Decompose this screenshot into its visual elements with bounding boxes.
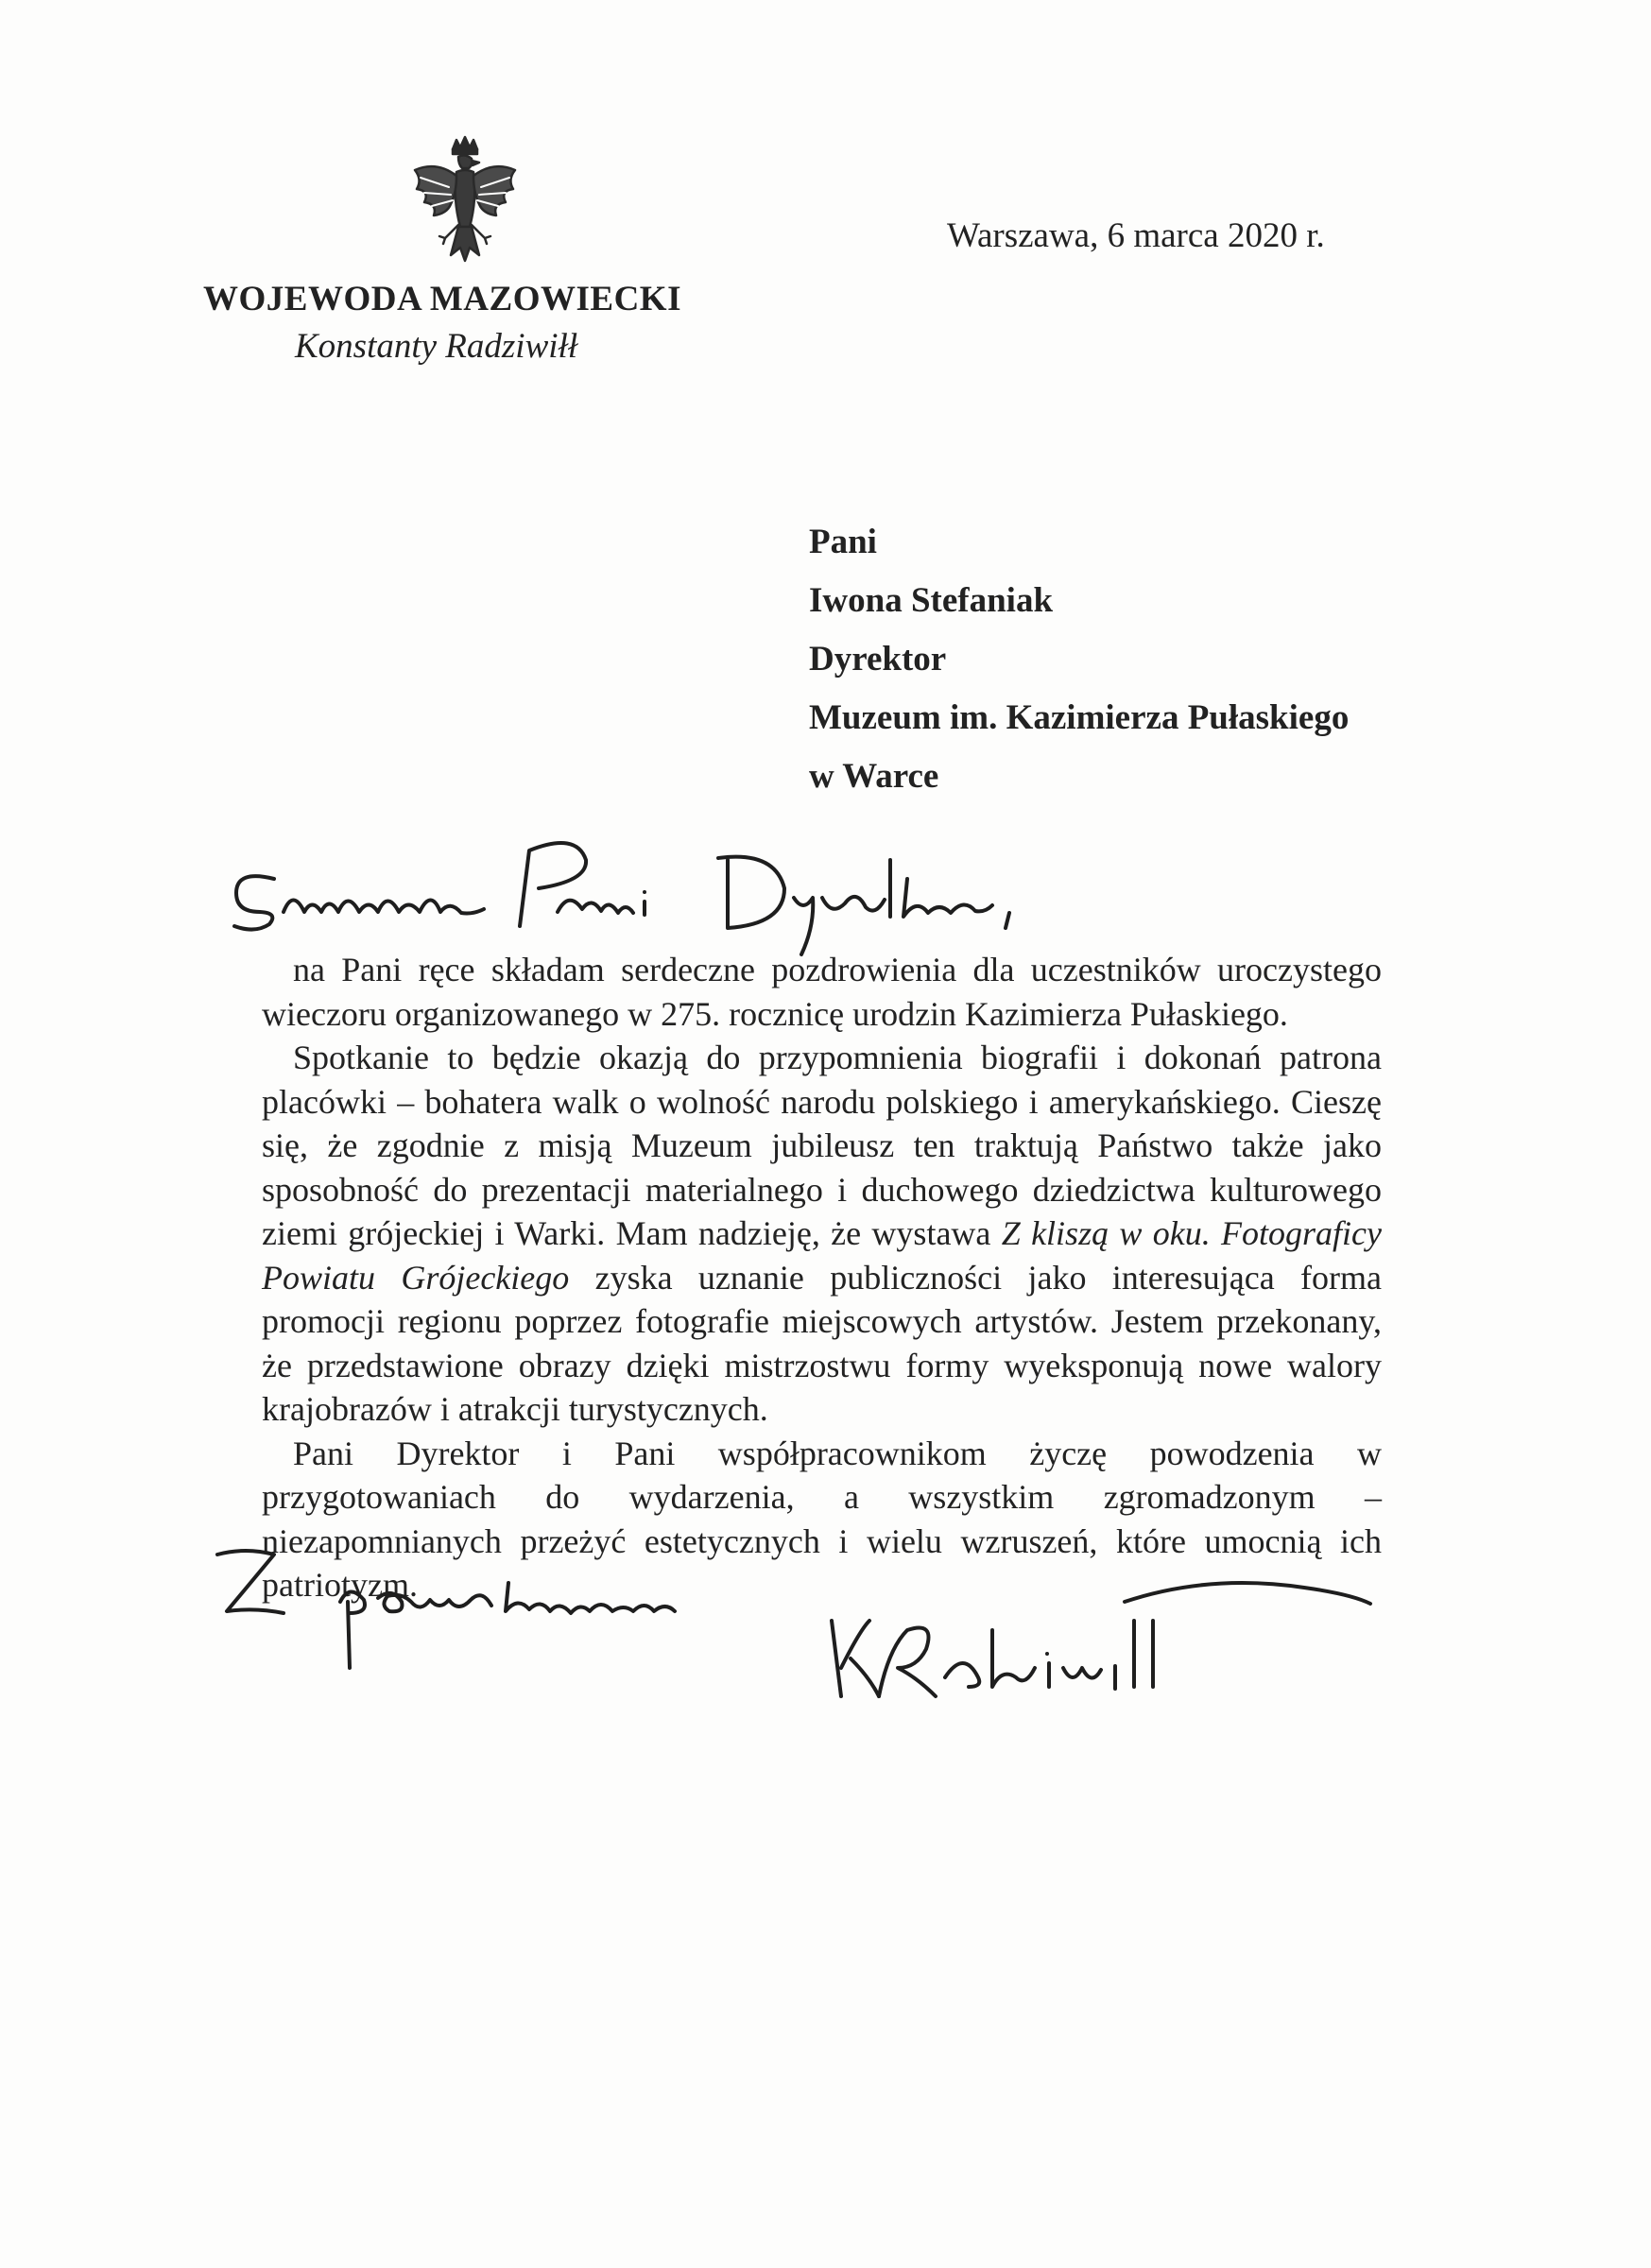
body-paragraph [262,1036,1382,1432]
recipient-block [809,513,1349,806]
white-eagle-emblem-icon [404,132,526,284]
letter-date: Warszawa, 6 marca 2020 r. [947,216,1325,255]
body-text-segment: zyska uznanie publiczności jako interesująca forma promocji regionu poprzez fotografie miejscowych artystów. Jestem przekonany, że przedstawione obrazy dzięki mistrzostwu formy wyeksponują nowe walory krajobrazów i atrakcji turystycznych. [262,1258,1382,1428]
handwritten-signature [813,1564,1418,1753]
recipient-line: Dyrektor [809,640,947,679]
handwritten-closing [208,1526,737,1696]
body-text-segment: Spotkanie to będzie okazją do przypomnienia biografii i dokonań patrona placówki – bohatera walk o wolność narodu polskiego i amerykańskiego. Cieszę się, że zgodnie z misją Muzeum jubileusz ten traktują Państwo także jako sposobność do prezentacji materialnego i duchowego dziedzictwa kulturowego ziemi grójeckiej i Warki. Mam nadzieję, że wystawa [262,1039,1382,1252]
exhibition-title: Z kliszą w oku. Fotograficy Powiatu Grójeckiego [262,1214,1383,1297]
office-title: WOJEWODA MAZOWIECKI [203,280,681,318]
recipient-line: Iwona Stefaniak [809,581,1054,620]
recipient-line: Muzeum im. Kazimierza Pułaskiego [809,698,1350,737]
body-paragraph: Pani Dyrektor i Pani współpracownikom życzę powodzenia w przygotowaniach do wydarzenia, a wszystkim zgromadzonym – niezapomnianych przeżyć estetycznych i wielu wzruszeń, które umocnią ich patriotyzm. [262,1434,1382,1604]
recipient-line: w Warce [809,757,939,796]
office-holder-name: Konstanty Radziwiłł [295,327,578,366]
handwritten-salutation [217,822,1144,964]
recipient-line: Pani [809,523,877,561]
letter-body [262,948,1382,1607]
body-paragraph: na Pani ręce składam serdeczne pozdrowienia dla uczestników uroczystego wieczoru organizowanego w 275. rocznicę urodzin Kazimierza Pułaskiego. [262,951,1382,1033]
